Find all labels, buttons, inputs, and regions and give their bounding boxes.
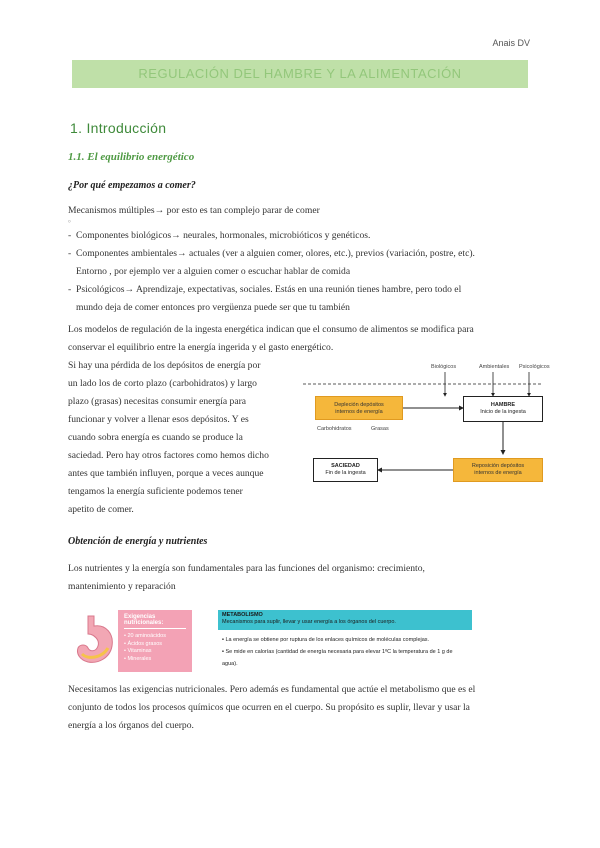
nutritional-requirements-box: Exigencias nutricionales: • 20 aminoácidos • Ácidos grasos • Vitaminas • Minerales <box>118 610 192 672</box>
reposition-box: Reposición depósitos internos de energía <box>453 458 543 482</box>
metabolism-box <box>218 610 472 672</box>
metabolism-point: • Se mide en calorías (cantidad de energía necesaria para elevar 1ºC la temperatura de 1 g de agua). <box>222 646 468 670</box>
empty-bullet: ° <box>68 219 71 227</box>
list-item: - Psicológicos→ Aprendizaje, expectativas, sociales. Estás en una reunión tienes hambre, pero todo el mundo deja de comer entonces pro vergüenza puede ser que tu también <box>68 284 462 313</box>
subsection-heading: 1.1. El equilibrio energético <box>68 151 195 163</box>
nutrition-metabolism-figure <box>72 610 472 672</box>
nutrients-heading: Obtención de energía y nutrientes <box>68 536 208 547</box>
paragraph-models: Los modelos de regulación de la ingesta energética indican que el consumo de alimentos se modifica para conservar el equilibrio entre la energía ingerida y el gasto energético. <box>68 324 474 353</box>
metabolism-title: METABOLISMO <box>222 612 263 618</box>
stomach-icon <box>72 614 116 666</box>
list-item: - Componentes biológicos→ neurales, hormonales, microbióticos y genéticos. <box>68 230 371 241</box>
label-environmental: Ambientales <box>479 364 510 370</box>
satiety-box: SACIEDAD Fin de la ingesta <box>313 458 378 482</box>
author-name: Anais DV <box>492 38 530 48</box>
paragraph-final: Necesitamos las exigencias nutricionales. Pero además es fundamental que actúe el metabolismo que es el conjunto de todos los procesos químicos que ocurren en el cuerpo. Su propósito es suplir, llevar y usar la energía a los órganos del cuerpo. <box>68 684 476 731</box>
list-item: • 20 aminoácidos <box>124 633 186 641</box>
hunger-regulation-diagram <box>303 362 550 492</box>
list-item: • Minerales <box>124 656 186 664</box>
label-fats: Grasas <box>371 426 389 432</box>
paragraph-nutrients: Los nutrientes y la energía son fundamentales para las funciones del organismo: crecimiento, mantenimiento y reparación <box>68 563 425 592</box>
hunger-box: HAMBRE Inicio de la ingesta <box>463 396 543 422</box>
question-heading: ¿Por qué empezamos a comer? <box>68 180 196 191</box>
depletion-box: Depleción depósitos internos de energía <box>315 396 403 420</box>
label-biological: Biológicos <box>431 364 457 370</box>
page-title: REGULACIÓN DEL HAMBRE Y LA ALIMENTACIÓN <box>138 66 462 81</box>
intro-line: Mecanismos múltiples→ por esto es tan complejo parar de comer <box>68 205 320 216</box>
title-banner <box>72 60 528 88</box>
list-item: - Componentes ambientales→ actuales (ver a alguien comer, olores, etc.), previos (variación, postre, etc). Entorno , por ejemplo ver a alguien comer o escuchar hablar de comida <box>68 248 475 277</box>
label-carbohydrates: Carbohidratos <box>317 426 352 432</box>
paragraph-energy-loss: Si hay una pérdida de los depósitos de energía por un lado los de corto plazo (carbohidratos) y largo plazo (grasas) necesitas consumir energía para funcionar y volver a llenar esos depósitos. Y es cuando sobra energía es cuando se produce la saciedad. Pero hay otros factores como hemos dicho antes que también influyen, porque a veces aunque tengamos la energía suficiente podemos tener apetito de comer. <box>68 360 269 515</box>
label-psychological: Psicológicos <box>519 364 550 370</box>
list-item: • Vitaminas <box>124 648 186 656</box>
section-heading: 1. Introducción <box>70 120 167 136</box>
metabolism-subtitle: Mecanismos para suplir, llevar y usar energía a los órganos del cuerpo. <box>222 619 396 625</box>
list-item: • Ácidos grasos <box>124 641 186 649</box>
metabolism-point: • La energía se obtiene por ruptura de los enlaces químicos de moléculas complejas. <box>222 634 468 646</box>
